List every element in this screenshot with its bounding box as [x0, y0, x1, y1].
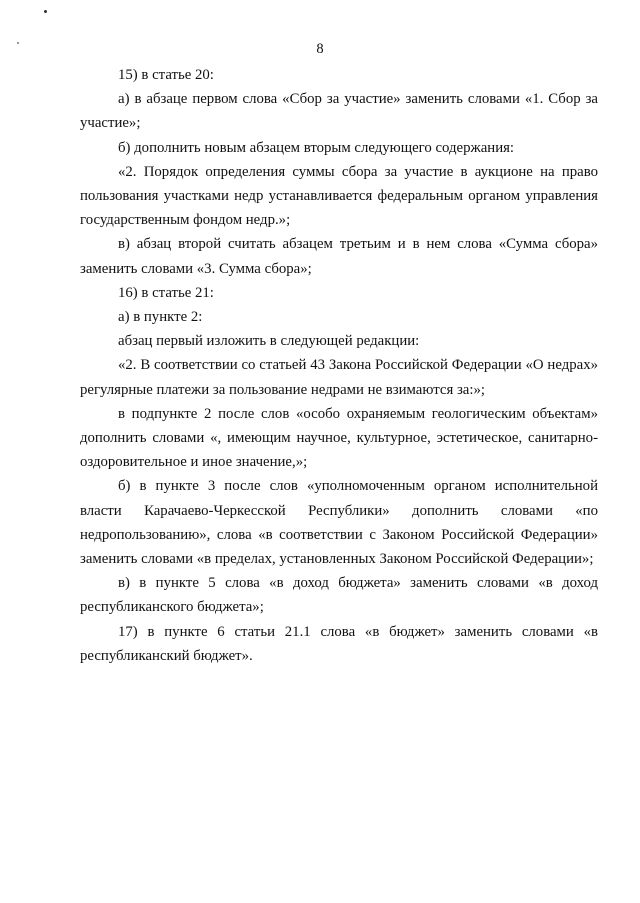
paragraph-quote: «2. В соответствии со статьей 43 Закона Российской Федерации «О недрах» регулярные платежи за пользование недрами не взимаются за:»;: [80, 357, 598, 398]
paragraph-item-17: 17) в пункте 6 статьи 21.1 слова «в бюджет» заменить словами «в республиканский бюджет».: [80, 623, 598, 664]
scan-speck: [44, 10, 47, 13]
paragraph-text: абзац первый изложить в следующей редакции:: [118, 333, 420, 350]
page-number: 8: [316, 41, 324, 57]
paragraph-subitem-v: в) абзац второй считать абзацем третьим и в нем слова «Сумма сбора» заменить словами «3. Сумма сбора»;: [80, 236, 598, 277]
paragraph-subitem-b: б) в пункте 3 после слов «уполномоченным органом исполнительной власти Карачаево-Черкесской Республики» дополнить словами «по недропользованию», слова «в соответствии с Законом Российской Федерации» заменить словами «в пределах, установленных Законом Российской Федерации»;: [80, 478, 598, 568]
paragraph-quote: «2. Порядок определения суммы сбора за участие в аукционе на право пользования участками недр устанавливается федеральным органом управления государственным фондом недр.»;: [80, 163, 598, 229]
paragraph-subitem-v: в) в пункте 5 слова «в доход бюджета» заменить словами «в доход республиканского бюджета»;: [80, 575, 598, 616]
paragraph-item-15: 15) в статье 20:: [118, 67, 214, 83]
document-body: [80, 63, 598, 668]
paragraph-item-16: 16) в статье 21:: [118, 284, 214, 301]
paragraph-subitem-a: а) в абзаце первом слова «Сбор за участие» заменить словами «1. Сбор за участие»;: [80, 91, 598, 132]
paragraph-subitem-b: б) дополнить новым абзацем вторым следующего содержания:: [118, 139, 515, 156]
paragraph-subitem-a: а) в пункте 2:: [118, 309, 203, 326]
paragraph-text: в подпункте 2 после слов «особо охраняемым геологическим объектам» дополнить словами «, имеющим научное, культурное, эстетическое, санитарно-оздоровительное и иное значение,»;: [80, 405, 598, 471]
